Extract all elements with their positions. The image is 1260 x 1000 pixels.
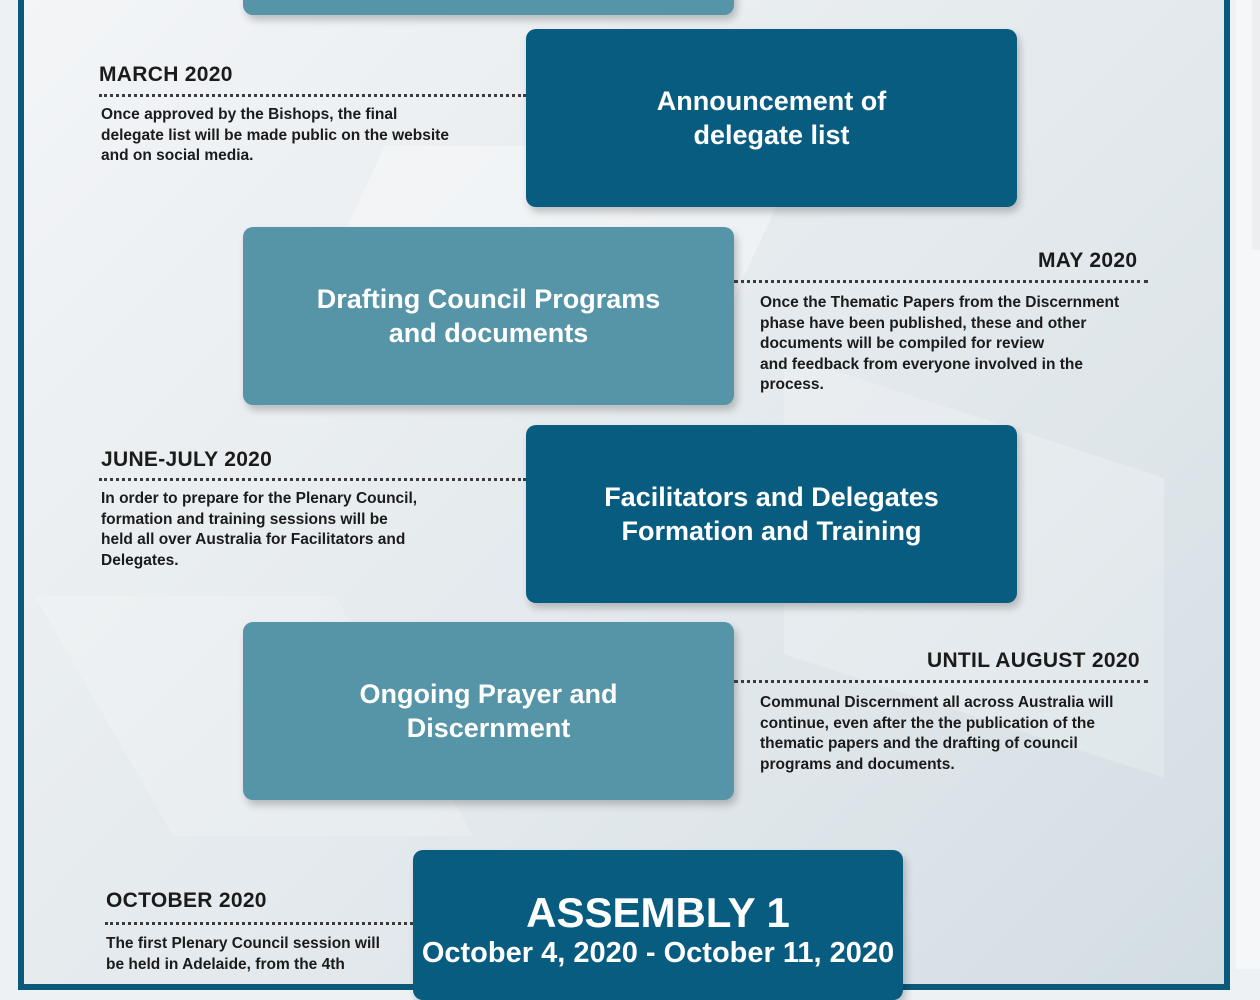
- assembly-dates: October 4, 2020 - October 11, 2020: [421, 937, 895, 969]
- assembly-title: ASSEMBLY 1: [526, 889, 790, 936]
- step-title-line: Ongoing Prayer and: [359, 679, 618, 709]
- dotted-connector: [105, 922, 413, 925]
- desc-line: delegate list will be made public on the website: [101, 126, 449, 144]
- assembly-box: [413, 850, 903, 1000]
- desc-line: The first Plenary Council session will: [106, 935, 380, 952]
- step-date: JUNE-JULY 2020: [101, 448, 273, 471]
- step-date: UNTIL AUGUST 2020: [927, 649, 1140, 672]
- step-description: [101, 489, 501, 571]
- dotted-connector: [99, 478, 526, 481]
- desc-line: phase have been published, these and other: [760, 314, 1087, 332]
- desc-line: Delegates.: [101, 551, 179, 569]
- step-title-line: Drafting Council Programs: [316, 284, 661, 314]
- step-box-formation: [526, 425, 1017, 603]
- step-description: [760, 693, 1170, 775]
- desc-line: and feedback from everyone involved in the: [760, 355, 1084, 373]
- dotted-connector: [734, 280, 1148, 283]
- step-title-line: Facilitators and Delegates: [604, 482, 939, 512]
- step-date: OCTOBER 2020: [106, 889, 267, 912]
- scrollbar-track[interactable]: [1252, 0, 1260, 250]
- desc-line: process.: [760, 376, 824, 394]
- step-description: [106, 934, 406, 975]
- dotted-connector: [734, 680, 1148, 683]
- step-box-drafting: [243, 227, 734, 405]
- desc-line: Once the Thematic Papers from the Discernment: [760, 294, 1120, 311]
- desc-line: formation and training sessions will be: [101, 510, 388, 528]
- desc-line: programs and documents.: [760, 755, 955, 773]
- desc-line: and on social media.: [101, 147, 254, 165]
- desc-line: documents will be compiled for review: [760, 335, 1045, 353]
- desc-line: continue, even after the the publication of the: [760, 714, 1095, 732]
- desc-line: In order to prepare for the Plenary Council,: [101, 490, 418, 507]
- step-box-prayer: [243, 622, 734, 800]
- step-title-line: Announcement of: [656, 86, 887, 116]
- desc-line: thematic papers and the drafting of council: [760, 735, 1078, 753]
- desc-line: held all over Australia for Facilitators and: [101, 531, 406, 549]
- previous-step-box: [243, 0, 734, 15]
- desc-line: be held in Adelaide, from the 4th: [106, 955, 345, 973]
- step-description: [101, 105, 521, 167]
- step-title-line: Formation and Training: [621, 516, 922, 546]
- step-date: MARCH 2020: [99, 63, 233, 86]
- step-title-line: and documents: [388, 318, 589, 348]
- step-box-delegate-list: [526, 29, 1017, 207]
- dotted-connector: [99, 94, 526, 97]
- step-description: [760, 293, 1170, 396]
- step-date: MAY 2020: [1038, 249, 1138, 272]
- desc-line: Communal Discernment all across Australia will: [760, 694, 1114, 711]
- step-title-line: delegate list: [693, 120, 850, 150]
- step-title-line: Discernment: [406, 713, 571, 743]
- desc-line: Once approved by the Bishops, the final: [101, 106, 398, 123]
